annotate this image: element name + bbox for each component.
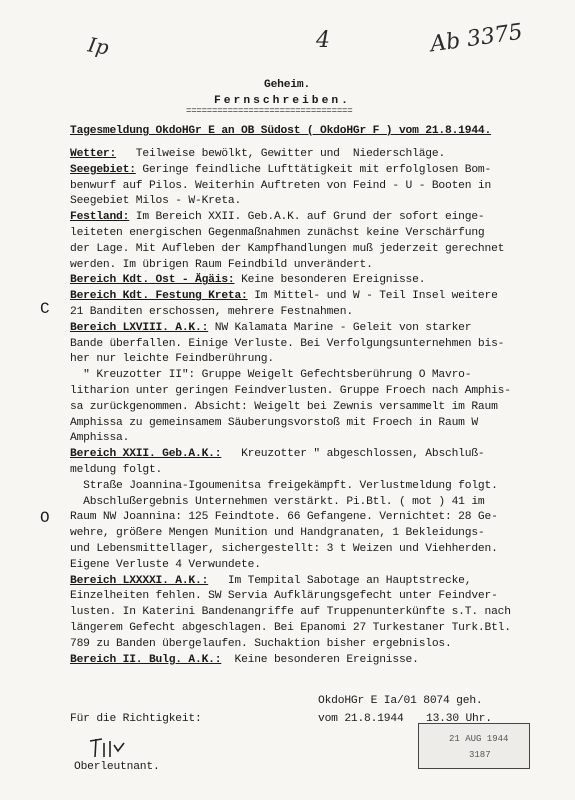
- report-line: [70, 542, 498, 556]
- report-line: [70, 621, 511, 635]
- report-line: [70, 258, 373, 272]
- report-line: [70, 321, 471, 335]
- section-text: Raum NW Joannina: 125 Feindtote. 66 Gefangene. Vernichtet: 28 Ge-: [70, 511, 498, 524]
- report-line: [70, 495, 485, 509]
- section-text: Keine besonderen Ereignisse.: [221, 653, 419, 666]
- report-line: [70, 273, 425, 287]
- section-text: Eigene Verluste 4 Verwundete.: [70, 558, 261, 571]
- section-text: meldung folgt.: [70, 464, 163, 476]
- section-text: NW Kalamata Marine - Geleit von starker: [208, 321, 472, 334]
- section-text: Amphissa zu gemeinsamem Säuberungsvorstoß mit Froech in Raum W: [70, 416, 478, 429]
- section-label: Bereich LXXXXI. A.K.:: [70, 574, 209, 587]
- report-line: [70, 352, 274, 366]
- report-line: [70, 416, 478, 430]
- section-text: Straße Joannina-Igoumenitsa freigekämpft. Verlustmeldung folgt.: [70, 479, 498, 492]
- section-text: " Kreuzotter II": Gruppe Weigelt Gefechtsberührung O Mavro-: [70, 369, 472, 382]
- section-text: Im Tempital Sabotage an Hauptstrecke,: [208, 574, 472, 587]
- margin-mark-c: C: [40, 300, 50, 318]
- report-line: [70, 289, 498, 303]
- classification: Geheim.: [264, 79, 311, 91]
- section-text: 789 zu Banden übergelaufen. Suchaktion bisher ergebnislos.: [70, 637, 452, 650]
- report-line: [70, 510, 498, 524]
- section-label: Bereich II. Bulg. A.K.:: [70, 653, 222, 666]
- section-text: und Lebensmittellager, sichergestellt: 3 t Weizen und Viehherden.: [70, 543, 498, 555]
- section-text: litharion unter geringen Feindverlusten. Gruppe Froech nach Amphis-: [70, 385, 511, 397]
- section-text: 21 Banditen erschossen, mehrere Festnahmen.: [70, 306, 353, 318]
- report-line: [70, 305, 353, 319]
- report-line: [70, 637, 452, 651]
- section-text: Im Mittel- und W - Teil Insel weitere: [247, 290, 498, 303]
- section-text: Geringe feindliche Lufttätigkeit mit erfolglosen Bom-: [135, 163, 492, 176]
- report-line: [70, 447, 485, 461]
- section-text: Im Bereich XXII. Geb.A.K. auf Grund der sofort einge-: [129, 211, 485, 224]
- section-text: sa zurückgenommen. Absicht: Weigelt bei Zewnis versammelt im Raum: [70, 400, 498, 413]
- report-date: vom 21.8.1944: [318, 713, 404, 725]
- doc-type: Fernschreiben.: [214, 95, 351, 107]
- report-time: 13.30 Uhr.: [426, 713, 492, 725]
- report-line: [70, 558, 261, 572]
- report-line: [70, 463, 162, 477]
- report-line: [70, 574, 471, 588]
- report-line: [70, 242, 504, 256]
- section-label: Festland:: [70, 211, 130, 224]
- handwritten-note-left: Ip: [86, 32, 111, 60]
- section-label: Seegebiet:: [70, 163, 136, 176]
- richtigkeit-label: Für die Richtigkeit:: [70, 713, 202, 725]
- section-text: wehre, größere Mengen Munition und Handgranaten, 1 Bekleidungs-: [70, 527, 485, 540]
- section-text: her nur leichte Feindberührung.: [70, 353, 274, 366]
- report-line: [70, 431, 129, 445]
- report-line: [70, 210, 485, 224]
- report-line: [70, 226, 485, 240]
- signature: [86, 735, 132, 761]
- section-label: Bereich LXVIII. A.K.:: [70, 321, 209, 334]
- margin-mark-o: O: [40, 509, 50, 527]
- section-text: lusten. In Katerini Bandenangriffe auf Truppenunterkünfte s.T. nach: [70, 606, 511, 619]
- section-text: Kreuzotter " abgeschlossen, Abschluß-: [221, 448, 485, 461]
- section-text: der Lage. Mit Aufleben der Kampfhandlungen muß jederzeit gerechnet: [70, 242, 505, 255]
- section-label: Wetter:: [70, 148, 117, 160]
- section-text: Einzelheiten fehlen. SW Servia Aufklärungsgefecht unter Feindver-: [70, 590, 498, 603]
- signature-rank: Oberleutnant.: [74, 761, 160, 773]
- section-label: Bereich Kdt. Ost - Ägäis:: [70, 274, 235, 287]
- report-line: [70, 400, 498, 414]
- title-rule: ================================: [186, 106, 353, 116]
- section-text: Amphissa.: [70, 432, 130, 445]
- section-text: Teilweise bewölkt, Gewitter und Niederschläge.: [116, 148, 446, 160]
- section-text: Abschlußergebnis Unternehmen verstärkt. Pi.Btl. ( mot ) 41 im: [70, 495, 485, 508]
- report-line: [70, 653, 419, 667]
- handwritten-note-mid: 4: [316, 28, 330, 53]
- report-line: [70, 337, 504, 351]
- report-line: [70, 526, 485, 540]
- subject-line: Tagesmeldung OkdoHGr E an OB Südost ( OkdoHGr F ) vom 21.8.1944.: [70, 125, 492, 137]
- reference-number: OkdoHGr E Ia/01 8074 geh.: [318, 695, 483, 707]
- report-line: [70, 605, 511, 619]
- section-text: werden. Im übrigen Raum Feindbild unverändert.: [70, 258, 373, 271]
- report-line: [70, 163, 491, 177]
- section-text: längerem Gefecht abgeschlagen. Bei Epanomi 27 Turkestaner Turk.Btl.: [70, 622, 511, 634]
- report-line: [70, 147, 445, 161]
- received-stamp: 21 AUG 1944 3187: [418, 723, 530, 769]
- report-line: [70, 479, 498, 493]
- report-line: [70, 589, 498, 603]
- report-line: [70, 368, 471, 382]
- section-text: Keine besonderen Ereignisse.: [234, 274, 426, 287]
- section-label: Bereich Kdt. Festung Kreta:: [70, 290, 248, 303]
- section-text: Seegebiet Milos - W-Kreta.: [70, 195, 242, 208]
- section-text: leiteten energischen Gegenmaßnahmen zunächst keine Verschärfung: [70, 227, 485, 239]
- section-text: benwurf auf Pilos. Weiterhin Auftreten von Feind - U - Booten in: [70, 179, 492, 192]
- report-line: [70, 384, 511, 398]
- report-line: [70, 179, 491, 193]
- handwritten-note-right: Ab 3375: [428, 19, 525, 58]
- report-line: [70, 194, 241, 208]
- section-label: Bereich XXII. Geb.A.K.:: [70, 448, 222, 461]
- section-text: Bande überfallen. Einige Verluste. Bei Verfolgungsunternehmen bis-: [70, 337, 505, 350]
